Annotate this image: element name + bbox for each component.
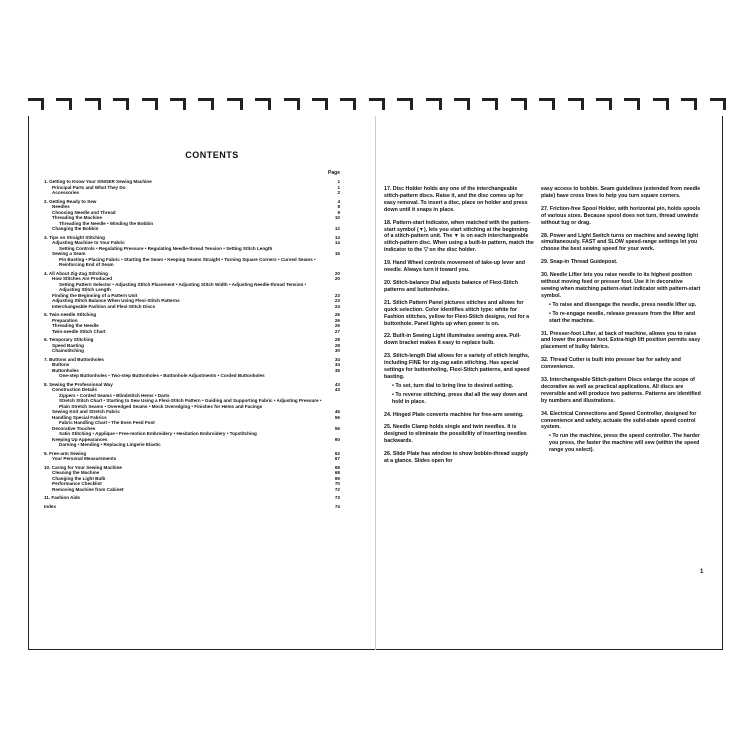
toc-entry-page: 26 bbox=[334, 312, 340, 317]
toc-entry-page: 20 bbox=[334, 270, 340, 276]
part-description bbox=[541, 206, 701, 227]
part-description bbox=[384, 186, 534, 214]
toc-entry-page: 43 bbox=[334, 381, 340, 387]
toc-entry-title: Buttons bbox=[52, 362, 70, 367]
toc-entry-title: Adjusting Machine to Your Fabric bbox=[52, 240, 125, 245]
toc-entry-title: Twin-needle Stitch Chart bbox=[52, 328, 106, 334]
toc-entry-title: Changing the Bobbin bbox=[52, 226, 99, 231]
spiral-binding bbox=[24, 96, 724, 116]
toc-entry-page: 68 bbox=[334, 464, 340, 470]
toc-entry-page: 35 bbox=[334, 367, 340, 373]
toc-entry-page bbox=[328, 398, 340, 409]
toc-entry-title: Cleaning the Machine bbox=[52, 470, 100, 475]
toc-entry bbox=[44, 442, 340, 448]
toc-entry bbox=[44, 504, 340, 510]
toc-entry-title: How Stitches Are Produced bbox=[52, 276, 113, 281]
part-description bbox=[541, 377, 701, 405]
part-description-text: 33. Interchangeable Stitch-pattern Discs enlarge the scope of decorative as well as practical applications. All discs are reversible and will produce two patterns. Patterns are identified by numbers and illustrations. bbox=[541, 377, 701, 404]
part-description bbox=[384, 412, 534, 419]
contents-title: CONTENTS bbox=[185, 150, 239, 160]
toc-entry-title: Handling Special Fabrics bbox=[52, 414, 107, 420]
toc-entry-page: 1 bbox=[337, 179, 340, 184]
toc-entry-page: 12 bbox=[334, 226, 340, 231]
toc-entry bbox=[44, 329, 340, 335]
binding-ring bbox=[113, 96, 133, 112]
toc-entry-title: Choosing Needle and Thread bbox=[52, 209, 116, 215]
toc-entry-page: 60 bbox=[334, 436, 340, 442]
toc-entry bbox=[44, 487, 340, 493]
part-description-text: 29. Snap-in Thread Guidepost. bbox=[541, 259, 618, 266]
binding-ring bbox=[284, 96, 304, 112]
part-instruction: • To reverse stitching, press dial all the way down and hold in place. bbox=[392, 391, 528, 405]
part-description bbox=[384, 353, 534, 405]
toc-entry-page: 34 bbox=[334, 356, 340, 362]
binding-ring bbox=[397, 96, 417, 112]
toc-entry-page: 43 bbox=[334, 387, 340, 392]
part-description bbox=[384, 424, 534, 445]
toc-entry-page: 4 bbox=[337, 198, 340, 204]
binding-ring bbox=[539, 96, 559, 112]
toc-entry-page: 1 bbox=[337, 184, 340, 190]
toc-entry-title: 1. Getting to Know Your SINGER Sewing Machine bbox=[44, 179, 152, 184]
toc-entry-title: 11. Fashion Aids bbox=[44, 495, 81, 500]
part-description-text: 26. Slide Plate has window to show bobbin-thread supply at a glance. Slides open for bbox=[384, 451, 529, 465]
toc-entry-title: Performance Checklist bbox=[52, 481, 102, 486]
binding-ring bbox=[624, 96, 644, 112]
toc-entry-title: 9. Free-arm Sewing bbox=[44, 450, 87, 456]
toc-entry-title: Threading the Needle • Winding the Bobbin bbox=[59, 220, 154, 226]
toc-entry-title: Keeping Up Appearances bbox=[52, 436, 108, 442]
binding-ring bbox=[482, 96, 502, 112]
toc-entry-page: 69 bbox=[334, 475, 340, 481]
toc-entry-title: Threading the Needle bbox=[52, 323, 99, 328]
binding-ring bbox=[312, 96, 332, 112]
toc-entry-title: Accessories bbox=[52, 190, 80, 195]
toc-entry bbox=[44, 398, 340, 409]
toc-entry-title: Sewing a Seam bbox=[52, 251, 86, 256]
binding-ring bbox=[710, 96, 730, 112]
toc-entry-title: Decorative Touches bbox=[52, 425, 96, 431]
toc-entry-page: 73 bbox=[334, 495, 340, 500]
toc-entry-title: Interchangeable Fashion and Flexi-Stitch Discs bbox=[52, 303, 156, 309]
toc-entry bbox=[44, 257, 340, 268]
part-description-text: 17. Disc Holder holds any one of the interchangeable stitch-pattern discs. Raise it, and the disc comes up for easy removal. To insert a disc, place on holder and press down until it snaps in place. bbox=[384, 186, 528, 213]
binding-ring bbox=[454, 96, 474, 112]
part-instruction: • To raise and disengage the needle, press needle lifter up. bbox=[549, 301, 697, 308]
toc-entry-title: Your Personal Measurements bbox=[52, 456, 117, 461]
toc-entry-title: 7. Buttons and Buttonholes bbox=[44, 356, 104, 362]
toc-entry-page: 72 bbox=[334, 486, 340, 492]
toc-entry bbox=[44, 456, 340, 462]
part-instruction: • To re-engage needle, release pressure from the lifter and start the machine. bbox=[549, 310, 695, 324]
parts-column-middle bbox=[384, 186, 534, 471]
toc-entry-title: Fabric Handling Chart • The Even Feed Foot bbox=[59, 420, 155, 425]
toc-entry-title: Construction Details bbox=[52, 387, 97, 392]
part-description-text: 25. Needle Clamp holds single and twin needles. It is designed to eliminate the possibility of inserting needles backwards. bbox=[384, 424, 527, 445]
toc-entry-page: 20 bbox=[334, 276, 340, 281]
toc-entry-page: 68 bbox=[334, 470, 340, 475]
toc-entry-page bbox=[328, 257, 340, 268]
binding-ring bbox=[198, 96, 218, 112]
part-description-text: 18. Pattern-start Indicator, when matched with the pattern-start symbol (▼), lets you start stitching at the beginning of a stitch-pattern unit. The ▼ is on each interchangeable stitch-pattern disc. When using a built-in pattern, match the indicator to the ▽ on the disc holder. bbox=[384, 219, 534, 254]
toc-entry-title: Zippers • Corded Seams • Blindstitch Hems • Darts bbox=[59, 392, 170, 398]
part-description bbox=[541, 411, 701, 454]
toc-entry-title: 4. All About Zig-Zag Stitching bbox=[44, 270, 108, 276]
toc-entry-page: 23 bbox=[334, 298, 340, 303]
toc-entry-page: 23 bbox=[334, 292, 340, 298]
toc-entry bbox=[44, 495, 340, 501]
binding-ring bbox=[511, 96, 531, 112]
toc-entry-page: 14 bbox=[334, 234, 340, 240]
part-description bbox=[384, 333, 534, 347]
binding-ring bbox=[653, 96, 673, 112]
toc-entry-title: Stretch Stitch Chart • Starting to Sew Using a Flexi-Stitch Pattern • Guiding and Supporting Fabric • Adjusting Pressure • Plain Stretch Seams • Overedged Seams • Mock Overedging • Finishes for Hems and Facings bbox=[59, 398, 322, 409]
toc-entry-page: 10 bbox=[334, 215, 340, 220]
toc-entry bbox=[44, 190, 340, 196]
table-of-contents bbox=[44, 179, 340, 509]
toc-entry-page: 9 bbox=[337, 209, 340, 215]
toc-entry-page: 8 bbox=[337, 204, 340, 209]
toc-entry-title: 6. Temporary Stitching bbox=[44, 337, 94, 342]
part-description-text: easy access to bobbin. Seam guidelines (extended from needle plate) have cross lines to help you turn square corners. bbox=[541, 186, 701, 199]
toc-entry-title: Darning • Mending • Replacing Lingerie Elastic bbox=[59, 442, 161, 447]
part-description bbox=[384, 220, 534, 255]
part-description-text: 30. Needle Lifter lets you raise needle to its highest position without moving feed or presser foot. Use it in decorative sewing when matching pattern-start indicator with pattern-start symbol. bbox=[541, 272, 701, 299]
toc-entry-title: Needles bbox=[52, 204, 70, 209]
binding-ring bbox=[170, 96, 190, 112]
toc-entry-title: Speed Basting bbox=[52, 342, 84, 348]
binding-ring bbox=[681, 96, 701, 112]
binding-ring bbox=[56, 96, 76, 112]
toc-entry-page: 2 bbox=[337, 190, 340, 195]
toc-entry bbox=[44, 373, 340, 379]
binding-ring bbox=[369, 96, 389, 112]
toc-entry-page: 30 bbox=[334, 348, 340, 353]
toc-entry-title: Removing Machine from Cabinet bbox=[52, 486, 124, 492]
binding-ring bbox=[340, 96, 360, 112]
part-description bbox=[541, 259, 701, 266]
part-description-text: 27. Friction-free Spool Holder, with horizontal pin, holds spools of various sizes. Because spool does not turn, thread unwinds without tug or drag. bbox=[541, 205, 701, 226]
toc-entry-title: 10. Caring for Your Sewing Machine bbox=[44, 464, 122, 470]
toc-entry bbox=[44, 348, 340, 354]
part-description-text: 23. Stitch-length Dial allows for a variety of stitch lengths, including FINE for zig-zag satin stitching. Has special settings for buttonholing, Flexi-Stitch patterns, and speed basting. bbox=[384, 353, 530, 380]
part-description bbox=[384, 280, 534, 294]
part-instruction: • To run the machine, press the speed controller. The harder you press, the faster the machine will sew (within the speed range you select). bbox=[549, 433, 700, 454]
part-description bbox=[541, 186, 701, 200]
toc-entry-title: Index bbox=[44, 503, 56, 509]
toc-entry-page: 34 bbox=[334, 362, 340, 367]
toc-entry bbox=[44, 226, 340, 232]
part-description bbox=[541, 357, 701, 371]
part-description bbox=[384, 300, 534, 328]
toc-entry-page: 28 bbox=[334, 342, 340, 348]
toc-entry-page: 46 bbox=[334, 409, 340, 414]
toc-entry-title: 3. Tips on Straight Stitching bbox=[44, 234, 105, 240]
toc-entry-page: 16 bbox=[334, 251, 340, 256]
binding-ring bbox=[426, 96, 446, 112]
binding-ring bbox=[255, 96, 275, 112]
toc-entry-title: Finding the Beginning of a Pattern Unit bbox=[52, 292, 138, 298]
toc-entry-page: 67 bbox=[334, 456, 340, 461]
toc-entry-page: 24 bbox=[334, 303, 340, 309]
toc-entry-page bbox=[328, 282, 340, 293]
toc-entry-title: 2. Getting Ready to Sew bbox=[44, 198, 97, 204]
page-number: 1 bbox=[700, 569, 704, 575]
binding-ring bbox=[596, 96, 616, 112]
toc-entry-page: 26 bbox=[334, 317, 340, 323]
toc-entry-title: Sewing Knit and Stretch Fabric bbox=[52, 409, 120, 414]
binding-ring bbox=[142, 96, 162, 112]
toc-entry-title: Changing the Light Bulb bbox=[52, 475, 106, 481]
binding-ring bbox=[28, 96, 48, 112]
toc-entry-title: 5. Twin-needle Stitching bbox=[44, 312, 97, 317]
part-description-text: 19. Hand Wheel controls movement of take-up lever and needle. Always turn it toward you. bbox=[384, 260, 525, 274]
toc-entry-page: 56 bbox=[334, 414, 340, 420]
toc-entry bbox=[44, 304, 340, 310]
toc-entry-page: 74 bbox=[334, 503, 340, 509]
part-description bbox=[541, 272, 701, 324]
toc-entry-page: 70 bbox=[334, 481, 340, 486]
toc-entry-page bbox=[328, 442, 340, 448]
toc-entry-title: Preparation bbox=[52, 317, 78, 323]
toc-entry-title: Satin Stitching • Applique • Free-motion Embroidery • Hesitation Embroidery • Topstitching bbox=[59, 431, 257, 436]
part-instruction: • To set, turn dial to bring line to desired setting. bbox=[392, 382, 514, 389]
part-description-text: 22. Built-in Sewing Light illuminates sewing area. Pull-down bracket makes it easy to replace bulb. bbox=[384, 333, 521, 347]
binding-ring bbox=[85, 96, 105, 112]
part-description-text: 20. Stitch-balance Dial adjusts balance of Flexi-Stitch patterns and buttonholes. bbox=[384, 279, 518, 293]
toc-entry-title: Adjusting Stitch Balance When Using Flexi-Stitch Patterns bbox=[52, 298, 180, 303]
toc-entry-title: Setting Pattern Selector • Adjusting Stitch Placement • Adjusting Stitch Width • Adjusting Needle-thread Tension • Adjusting Stitch Length bbox=[59, 281, 307, 292]
part-description bbox=[541, 233, 701, 254]
toc-entry-page bbox=[328, 373, 340, 379]
part-description-text: 21. Stitch Pattern Panel pictures stitches and allows for quick selection. Color identifies stitch type: white for Fashion stitches, yellow for Flexi-Stitch designs, red for a buttonhole. Panel lights up when power is on. bbox=[384, 299, 530, 327]
part-description-text: 31. Presser-foot Lifter, at back of machine, allows you to raise and lower the presser foot. Extra-high lift position permits easy placement of bulky fabrics. bbox=[541, 330, 701, 351]
toc-entry-title: Threading the Machine bbox=[52, 215, 103, 220]
toc-entry-page: 14 bbox=[334, 240, 340, 245]
part-description bbox=[384, 260, 534, 274]
toc-entry-title: Buttonholes bbox=[52, 367, 79, 373]
toc-entry bbox=[44, 282, 340, 293]
part-description-text: 28. Power and Light Switch turns on machine and sewing light simultaneously. FAST and SLOW speed-range settings let you choose the best sewing speed for your work. bbox=[541, 232, 699, 253]
part-description bbox=[384, 451, 534, 465]
part-description-text: 24. Hinged Plate converts machine for free-arm sewing. bbox=[384, 411, 524, 418]
toc-entry-title: Principal Parts and What They Do bbox=[52, 184, 126, 190]
toc-entry-title: Setting Controls • Regulating Pressure • Regulating Needle-thread Tension • Setting Stitch Length bbox=[59, 245, 273, 251]
toc-entry-title: Chainstitching bbox=[52, 348, 84, 353]
toc-entry-page: 56 bbox=[334, 425, 340, 431]
parts-column-right bbox=[541, 186, 701, 460]
part-description-text: 34. Electrical Connections and Speed Controller, designed for convenience and safety, actuate the solid-state speed control system. bbox=[541, 410, 697, 431]
binding-ring bbox=[227, 96, 247, 112]
toc-entry-page: 28 bbox=[334, 337, 340, 342]
toc-entry-page: 62 bbox=[334, 450, 340, 456]
part-description bbox=[541, 331, 701, 352]
page-column-header: Page bbox=[328, 170, 340, 176]
toc-entry-page: 26 bbox=[334, 323, 340, 328]
toc-entry-title: 8. Sewing the Professional Way bbox=[44, 381, 113, 387]
part-description-text: 32. Thread Cutter is built into presser bar for safety and convenience. bbox=[541, 357, 681, 371]
page-fold bbox=[375, 116, 376, 650]
binding-ring bbox=[568, 96, 588, 112]
contents-column bbox=[44, 150, 340, 509]
toc-entry-title: Pin Basting • Placing Fabric • Starting the Seam • Keeping Seams Straight • Turning Square Corners • Curved Seams • Reinforcing End of Seam bbox=[59, 256, 316, 267]
toc-entry-title: One-step Buttonholes • Two-step Buttonholes • Buttonhole Adjustments • Corded Buttonholes bbox=[59, 373, 265, 378]
toc-entry-page: 27 bbox=[334, 328, 340, 334]
